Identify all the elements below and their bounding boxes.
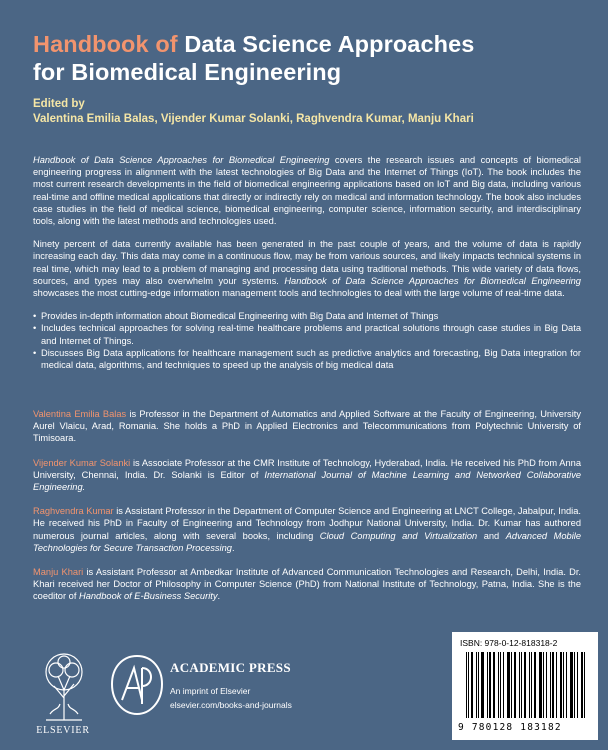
bio-text: is Assistant Professor in the Department of Computer Science and Engineering at LNCT College, Jabalpur, India. He received his PhD in Faculty of Engineering and Technology from Jodhpur National University, India. Dr. Kumar has authored numerous journal articles, along with several books, including — [33, 506, 581, 541]
feature-item: • Includes technical approaches for solving real-time healthcare problems and practical solutions through case studies in Big Data and Internet of Things. — [33, 322, 581, 346]
barcode-bar — [546, 652, 547, 718]
paragraph-text: showcases the most cutting-edge information management tools and technologies to deal with the large volume of real-time data. — [33, 288, 565, 299]
author-name: Raghvendra Kumar — [33, 506, 114, 517]
bio-solanki — [33, 457, 581, 494]
barcode-bar — [584, 652, 585, 718]
edited-by-label: Edited by — [33, 98, 85, 110]
barcode-bar — [552, 652, 554, 718]
book-title-italic: Cloud Computing and Virtualization — [319, 530, 478, 541]
feature-item: • Discusses Big Data applications for healthcare management such as predictive analytics and forecasting, Big Data integration for medical data, algorithms, and techniques to speed up the analysis of big medical data — [33, 347, 581, 371]
bio-balas — [33, 408, 581, 445]
barcode-bar — [566, 652, 567, 718]
book-title-italic: Handbook of Data Science Approaches for Biomedical Engineering — [33, 155, 330, 165]
barcode-bar — [487, 652, 488, 718]
paragraph-text: covers the research issues and concepts of biomedical engineering progress in alignment with the latest technologies of Big Data and the Internet of Things (IoT). The book includes the most current research developments in the field of biomedical engineering applications based on IoT and Big data, including various real-time and offline medical applications that directly or indirectly rely on medical and information technology. The book also includes case studies in the field of medical science, biomedical engineering, computer science, information security, and interdisciplinary tools, along with the latest methods and technologies used. — [33, 155, 581, 227]
barcode-bar — [466, 652, 467, 718]
description-paragraph-2 — [33, 238, 581, 299]
description-paragraph-1 — [33, 154, 581, 227]
publisher-url: elsevier.com/books-and-journals — [170, 700, 292, 710]
book-title — [33, 30, 593, 86]
author-name: Valentina Emilia Balas — [33, 409, 127, 419]
bio-text: . — [217, 591, 221, 602]
barcode-digits: 9 780128 183182 — [458, 722, 562, 733]
barcode-bar — [524, 652, 526, 718]
isbn-text: ISBN: 978-0-12-818318-2 — [460, 638, 558, 648]
barcode-bar — [471, 652, 473, 718]
journal-title: International Journal of Machine Learning and Networked Collaborative Engineering. — [33, 469, 582, 493]
barcode-bar — [503, 652, 504, 718]
book-title-italic: Handbook of Data Science Approaches for Biomedical Engineering — [284, 275, 581, 286]
editors-block — [33, 97, 593, 127]
barcode-bar — [560, 652, 562, 718]
publisher-imprint: An imprint of Elsevier — [170, 686, 251, 696]
editor-bios — [33, 408, 581, 615]
barcode-bar — [534, 652, 536, 718]
barcode-bar — [577, 652, 578, 718]
barcode-bar — [556, 652, 557, 718]
feature-list — [33, 310, 581, 371]
barcode-bar — [511, 652, 512, 718]
barcode-bar — [570, 652, 573, 718]
barcode-bar — [531, 652, 532, 718]
elsevier-tree-icon — [38, 648, 90, 722]
title-line1-rest: Data Science Approaches — [177, 31, 475, 57]
bio-kumar — [33, 505, 581, 554]
description — [33, 154, 581, 393]
barcode-bar — [543, 652, 544, 718]
title-line2: for Biomedical Engineering — [33, 59, 342, 85]
barcode-bar — [563, 652, 564, 718]
author-name: Vijender Kumar Solanki — [33, 457, 131, 468]
paragraph-text: Ninety percent of data currently available has been generated in the past couple of years, and the volume of data is rapidly increasing each day. This data may come in a continuous flow, may be from various sources, and likely impacts technical systems in real time, which may lead to a problem of managing and processing data using traditional methods. This wide variety of data flows, sources, and types may also overwhelm your systems. — [33, 239, 581, 286]
elsevier-logo — [30, 648, 96, 740]
publisher-info — [170, 660, 292, 710]
bio-text: is Associate Professor at the CMR Institute of Technology, Hyderabad, India. He received his PhD from Anna University, Chennai, India. Dr. Solanki is Editor of — [33, 457, 582, 480]
bio-text: and — [477, 530, 506, 541]
editor-names: Valentina Emilia Balas, Vijender Kumar Solanki, Raghvendra Kumar, Manju Khari — [33, 113, 474, 125]
bio-khari — [33, 566, 581, 603]
publisher-name: ACADEMIC PRESS — [170, 660, 291, 675]
barcode-bar — [478, 652, 479, 718]
barcode-bar — [539, 652, 542, 718]
barcode-bar — [489, 652, 491, 718]
barcode-bar — [476, 652, 477, 718]
barcode-bar — [481, 652, 484, 718]
barcode-bar — [581, 652, 583, 718]
barcode-bar — [468, 652, 469, 718]
barcode-bar — [493, 652, 495, 718]
academic-press-logo-icon — [108, 654, 166, 718]
bio-text: . — [231, 542, 235, 553]
author-name: Manju Khari — [33, 567, 84, 578]
title-accent: Handbook of — [33, 31, 178, 57]
book-title-italic: Advanced Mobile Technologies for Secure Transaction Processing — [33, 530, 581, 553]
barcode-bar — [550, 652, 551, 718]
barcode-bar — [514, 652, 516, 718]
feature-item: • Provides in-depth information about Biomedical Engineering with Big Data and Internet of Things — [33, 310, 581, 322]
barcode-bar — [521, 652, 522, 718]
bio-text: is Professor in the Department of Automatics and Applied Software at the Faculty of Engineering, University Aurel Vlaicu, Arad, Romania. She holds a PhD in Applied Electronics and Telecommunications from Polytechnic University of Timisoara. — [33, 409, 581, 444]
elsevier-wordmark: ELSEVIER — [36, 725, 90, 736]
barcode-bar — [500, 652, 501, 718]
barcode-bar — [574, 652, 575, 718]
barcode-icon — [466, 652, 590, 718]
barcode-bar — [519, 652, 520, 718]
barcode-bar — [529, 652, 530, 718]
bio-text: is Assistant Professor at Ambedkar Institute of Advanced Communication Technologies and Research, Delhi, India. Dr. Khari received her Doctor of Philosophy in Computer Science (PhD) from National Institute of Technology, Patna, India. She is the coeditor of — [33, 567, 582, 602]
barcode-bar — [498, 652, 499, 718]
barcode-box — [452, 632, 598, 740]
book-title-italic: Handbook of E-Business Security — [79, 591, 218, 602]
barcode-bar — [507, 652, 510, 718]
